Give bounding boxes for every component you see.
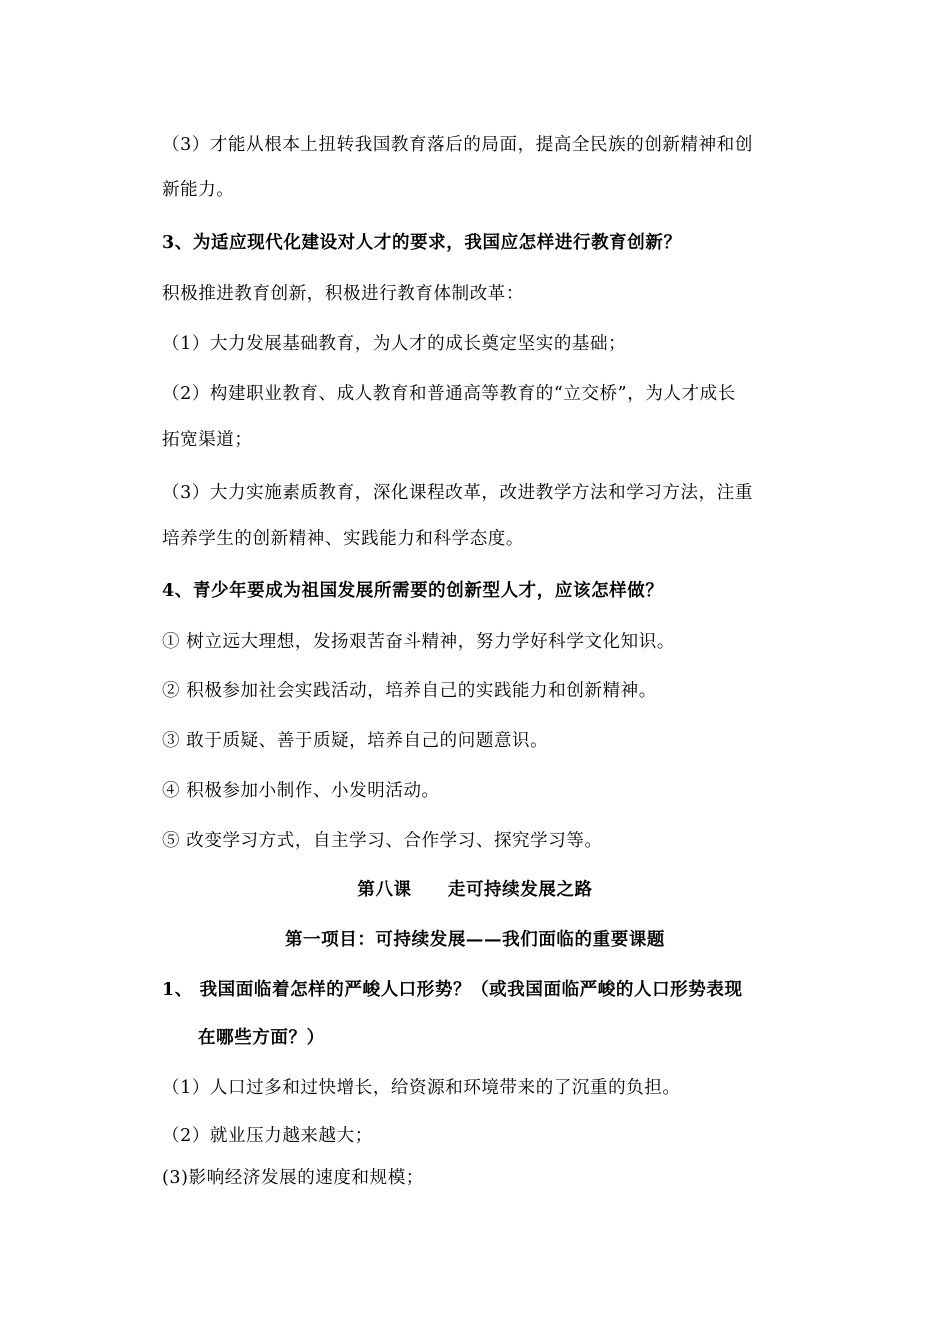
list-item: ⑤ 改变学习方式，自主学习、合作学习、探究学习等。 bbox=[162, 831, 603, 851]
question-heading: 1、 我国面临着怎样的严峻人口形势？（或我国面临严峻的人口形势表现 bbox=[162, 980, 743, 1000]
paragraph-line: 积极推进教育创新，积极进行教育体制改革： bbox=[162, 284, 524, 304]
list-item: (3)影响经济发展的速度和规模； bbox=[162, 1168, 424, 1188]
question-heading-continued: 在哪些方面？） bbox=[198, 1028, 325, 1048]
list-item: ② 积极参加社会实践活动，培养自己的实践能力和创新精神。 bbox=[162, 681, 657, 701]
paragraph-line: （3）才能从根本上扭转我国教育落后的局面，提高全民族的创新精神和创 bbox=[162, 135, 753, 155]
list-item: （1）大力发展基础教育，为人才的成长奠定坚实的基础； bbox=[162, 334, 627, 354]
question-heading: 3、为适应现代化建设对人才的要求，我国应怎样进行教育创新？ bbox=[162, 233, 682, 253]
list-item: （2）就业压力越来越大； bbox=[162, 1126, 373, 1146]
lesson-title: 第八课 走可持续发展之路 bbox=[357, 880, 593, 900]
paragraph-line: 新能力。 bbox=[162, 180, 235, 200]
question-heading: 4、青少年要成为祖国发展所需要的创新型人才，应该怎样做？ bbox=[162, 581, 664, 601]
paragraph-line: 培养学生的创新精神、实践能力和科学态度。 bbox=[162, 529, 524, 549]
list-item: （2）构建职业教育、成人教育和普通高等教育的“立交桥”，为人才成长 bbox=[162, 384, 736, 404]
paragraph-line: 拓宽渠道； bbox=[162, 430, 253, 450]
list-item: ① 树立远大理想，发扬艰苦奋斗精神，努力学好科学文化知识。 bbox=[162, 632, 675, 652]
list-item: ④ 积极参加小制作、小发明活动。 bbox=[162, 781, 440, 801]
list-item: ③ 敢于质疑、善于质疑，培养自己的问题意识。 bbox=[162, 731, 549, 751]
list-item: （1）人口过多和过快增长，给资源和环境带来的了沉重的负担。 bbox=[162, 1078, 681, 1098]
list-item: （3）大力实施素质教育，深化课程改革，改进教学方法和学习方法，注重 bbox=[162, 483, 753, 503]
section-title: 第一项目：可持续发展——我们面临的重要课题 bbox=[284, 930, 666, 950]
